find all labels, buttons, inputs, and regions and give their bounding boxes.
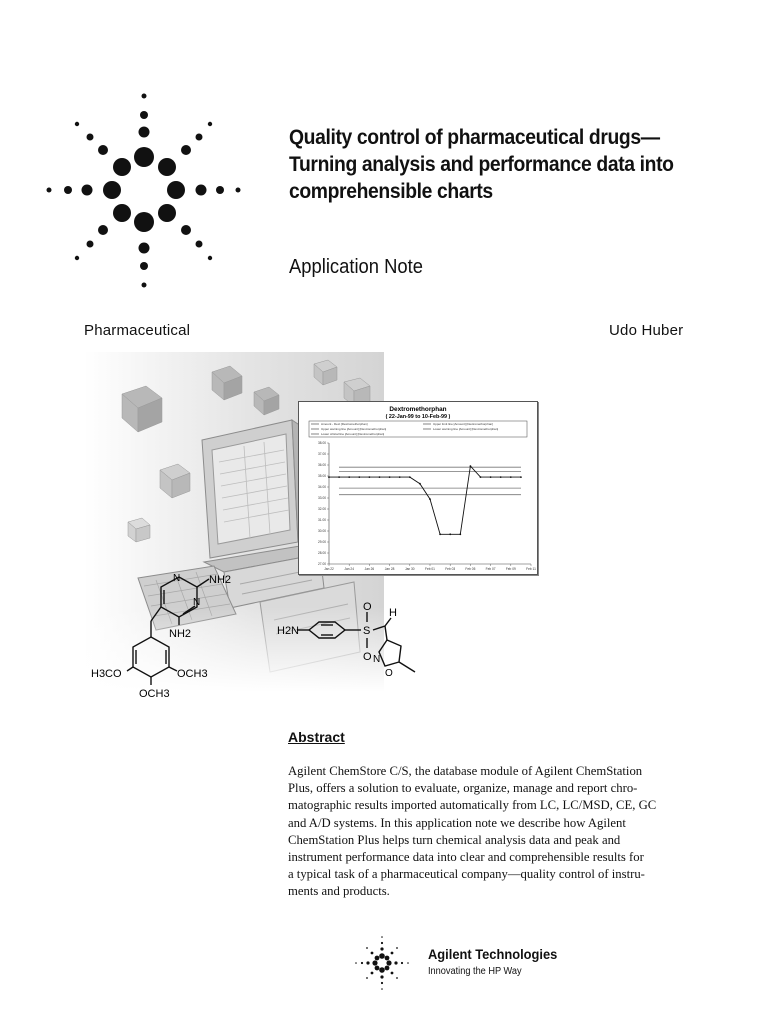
x-tick-label: Feb 07 bbox=[485, 567, 496, 571]
abstract-line: ments and products. bbox=[288, 884, 390, 899]
abstract-line: ChemStation Plus helps turn chemical analysis data and peak and bbox=[288, 832, 621, 847]
abstract-line: and A/D systems. In this application note we describe how Agilent bbox=[288, 815, 626, 830]
data-point bbox=[500, 476, 502, 478]
abstract-line: a typical task of a pharmaceutical company—quality control of instru- bbox=[288, 867, 645, 882]
x-tick-label: Jan 26 bbox=[364, 567, 375, 571]
ring-oxygen-label: O bbox=[385, 668, 393, 679]
data-point bbox=[490, 476, 492, 478]
nh2-bottom-label: NH2 bbox=[169, 628, 192, 640]
y-tick-label: 36.00 bbox=[318, 463, 326, 467]
abstract-line: matographic results imported automatically from LC, LC/MSD, CE, GC bbox=[288, 798, 657, 813]
data-point bbox=[480, 476, 482, 478]
chart-title: Dextromethorphan bbox=[389, 406, 447, 413]
y-tick-label: 27.00 bbox=[318, 562, 326, 566]
abstract-line: Plus, offers a solution to evaluate, organize, manage and report chro- bbox=[288, 781, 638, 796]
document-title bbox=[289, 124, 712, 205]
data-point bbox=[429, 498, 431, 500]
abstract-line: Agilent ChemStore C/S, the database module of Agilent ChemStation bbox=[288, 764, 643, 778]
oxygen-bottom-label: O bbox=[363, 651, 372, 663]
legend-entry: Upper warning line [Amount] [Dextromethorphan] bbox=[321, 427, 387, 431]
y-tick-label: 33.00 bbox=[318, 496, 326, 500]
trimethoprim-structure bbox=[85, 565, 265, 705]
chart-subtitle: ( 22-Jan-99 to 10-Feb-99 ) bbox=[385, 414, 451, 420]
abstract-line: instrument performance data into clear and comprehensible results for bbox=[288, 850, 644, 865]
company-name: Agilent Technologies bbox=[428, 946, 558, 962]
title-line: comprehensible charts bbox=[289, 180, 493, 203]
chart-legend bbox=[309, 421, 527, 437]
agilent-footer-logo-icon bbox=[354, 935, 410, 991]
legend-entry: Amount - Dext [Dextromethorphan] bbox=[321, 422, 368, 426]
n-top-label: N bbox=[173, 573, 181, 584]
y-tick-label: 34.00 bbox=[318, 485, 326, 489]
n-bottom-label: N bbox=[193, 597, 201, 608]
x-tick-label: Jan 28 bbox=[384, 567, 395, 571]
data-point bbox=[409, 476, 411, 478]
och3-right-label: OCH3 bbox=[177, 668, 208, 680]
x-tick-label: Jan 22 bbox=[324, 567, 334, 571]
legend-entry: Lower critical line [Amount] [Dextromethorphan] bbox=[321, 432, 385, 436]
y-tick-label: 29.00 bbox=[318, 540, 326, 544]
data-point bbox=[399, 476, 401, 478]
chart-axes bbox=[318, 441, 536, 571]
hydrogen-label: H bbox=[389, 607, 397, 619]
x-tick-label: Feb 09 bbox=[505, 567, 516, 571]
oxygen-top-label: O bbox=[363, 601, 372, 613]
y-tick-label: 28.00 bbox=[318, 551, 326, 555]
data-point bbox=[419, 483, 421, 485]
data-point bbox=[379, 476, 381, 478]
chart-series bbox=[328, 465, 522, 535]
category-label: Pharmaceutical bbox=[84, 322, 191, 339]
y-tick-label: 31.00 bbox=[318, 518, 326, 522]
x-tick-label: Feb 01 bbox=[425, 567, 435, 571]
agilent-logo-icon bbox=[40, 80, 250, 295]
x-tick-label: Feb 11 bbox=[526, 567, 536, 571]
data-point bbox=[369, 476, 371, 478]
data-point bbox=[328, 476, 330, 478]
x-tick-label: Jan 24 bbox=[344, 567, 354, 571]
och3-left-label: H3CO bbox=[91, 668, 122, 680]
nh2-top-label: NH2 bbox=[209, 574, 232, 586]
data-point bbox=[348, 476, 350, 478]
author-name: Udo Huber bbox=[609, 322, 684, 339]
data-point bbox=[338, 476, 340, 478]
abstract-body bbox=[288, 763, 694, 901]
x-tick-label: Feb 03 bbox=[445, 567, 456, 571]
data-point bbox=[389, 476, 391, 478]
data-point bbox=[470, 465, 472, 467]
y-tick-label: 35.00 bbox=[318, 474, 326, 478]
y-tick-label: 30.00 bbox=[318, 529, 326, 533]
y-tick-label: 32.00 bbox=[318, 507, 326, 511]
title-line: Quality control of pharmaceutical drugs— bbox=[289, 126, 660, 149]
data-point bbox=[439, 533, 441, 535]
och3-bottom-label: OCH3 bbox=[139, 688, 170, 700]
x-tick-label: Jan 30 bbox=[405, 567, 415, 571]
abstract-heading: Abstract bbox=[288, 729, 345, 745]
data-point bbox=[358, 476, 360, 478]
company-tagline: Innovating the HP Way bbox=[428, 966, 522, 977]
x-tick-label: Feb 05 bbox=[465, 567, 476, 571]
chart-reference-lines bbox=[339, 467, 521, 495]
title-line: Turning analysis and performance data into bbox=[289, 153, 674, 176]
legend-entry: Upper limit line [Amount] [Dextromethorphan] bbox=[433, 422, 494, 426]
sulfonamide-structure bbox=[275, 598, 435, 688]
document-type: Application Note bbox=[289, 256, 424, 278]
h2n-label: H2N bbox=[277, 625, 300, 637]
series-line bbox=[329, 466, 521, 534]
data-point bbox=[520, 476, 522, 478]
y-tick-label: 37.00 bbox=[318, 452, 326, 456]
control-chart bbox=[298, 401, 538, 575]
data-point bbox=[510, 476, 512, 478]
data-point bbox=[449, 533, 451, 535]
legend-entry: Lower warning line [Amount] [Dextromethorphan] bbox=[433, 427, 499, 431]
nitrogen-label: N bbox=[373, 654, 381, 665]
y-tick-label: 38.00 bbox=[318, 441, 326, 445]
data-point bbox=[459, 533, 461, 535]
sulfur-label: S bbox=[363, 625, 371, 637]
